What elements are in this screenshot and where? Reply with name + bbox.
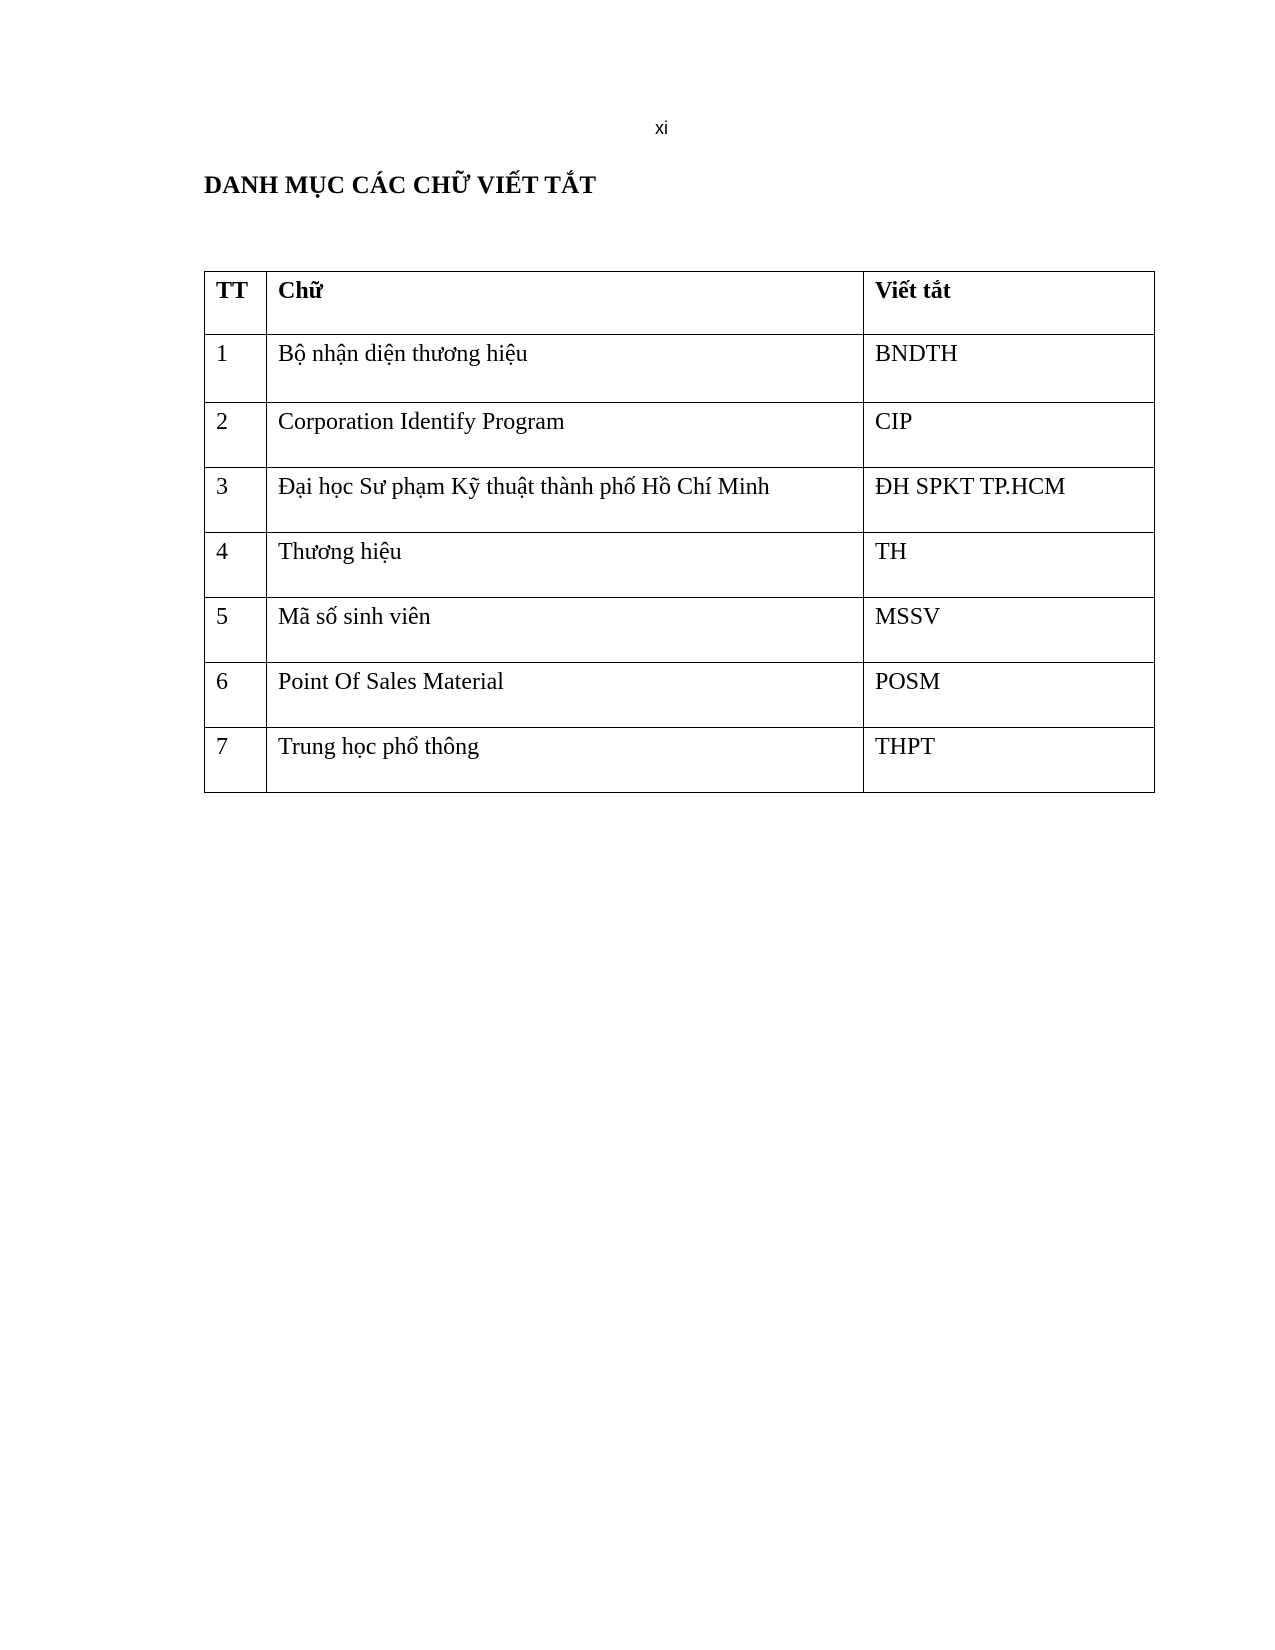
table-row bbox=[205, 663, 1155, 728]
header-tt: TT bbox=[205, 272, 267, 335]
cell-tt: 3 bbox=[205, 468, 267, 533]
cell-word: Mã số sinh viên bbox=[267, 598, 864, 663]
cell-tt: 7 bbox=[205, 728, 267, 793]
abbreviation-table bbox=[204, 271, 1155, 793]
cell-word: Point Of Sales Material bbox=[267, 663, 864, 728]
page-title: DANH MỤC CÁC CHỮ VIẾT TẮT bbox=[204, 172, 597, 199]
header-word: Chữ bbox=[267, 272, 864, 335]
cell-abbreviation: TH bbox=[864, 533, 1155, 598]
cell-tt: 5 bbox=[205, 598, 267, 663]
table-row bbox=[205, 468, 1155, 533]
table-row bbox=[205, 335, 1155, 403]
cell-abbreviation: CIP bbox=[864, 403, 1155, 468]
cell-word: Bộ nhận diện thương hiệu bbox=[267, 335, 864, 403]
cell-abbreviation: BNDTH bbox=[864, 335, 1155, 403]
cell-abbreviation: MSSV bbox=[864, 598, 1155, 663]
cell-tt: 4 bbox=[205, 533, 267, 598]
header-abbreviation: Viết tắt bbox=[864, 272, 1155, 335]
cell-word: Thương hiệu bbox=[267, 533, 864, 598]
table-row bbox=[205, 728, 1155, 793]
table-header-row bbox=[205, 272, 1155, 335]
page-number: xi bbox=[655, 118, 668, 138]
table-row bbox=[205, 533, 1155, 598]
cell-abbreviation: ĐH SPKT TP.HCM bbox=[864, 468, 1155, 533]
cell-abbreviation: THPT bbox=[864, 728, 1155, 793]
table-row bbox=[205, 598, 1155, 663]
cell-tt: 2 bbox=[205, 403, 267, 468]
cell-tt: 6 bbox=[205, 663, 267, 728]
cell-word: Trung học phổ thông bbox=[267, 728, 864, 793]
cell-word: Corporation Identify Program bbox=[267, 403, 864, 468]
cell-tt: 1 bbox=[205, 335, 267, 403]
cell-abbreviation: POSM bbox=[864, 663, 1155, 728]
cell-word: Đại học Sư phạm Kỹ thuật thành phố Hồ Chí Minh bbox=[267, 468, 864, 533]
table-row bbox=[205, 403, 1155, 468]
